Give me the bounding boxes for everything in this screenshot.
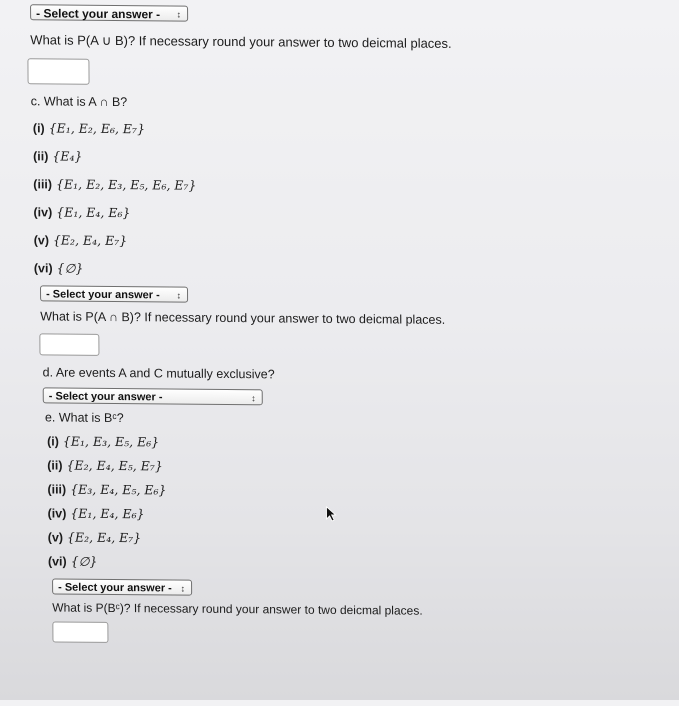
up-down-chevron-icon: ↕ [176,9,182,20]
option-row [48,505,145,521]
option-label: (ii) [33,149,49,164]
option-label: (iii) [33,177,53,192]
select-label: - Select your answer - [48,390,163,404]
option-set: {E₃, E₄, E₅, E₆} [70,481,167,498]
option-set: {E₂, E₄, E₇} [52,232,128,249]
prob-union-question: What is P(A ∪ B)? If necessary round your answer to two deicmal places. [30,32,452,51]
select-label: - Select your answer - [58,581,172,595]
option-row [33,120,145,136]
option-set: {∅} [70,553,98,569]
option-set: {E₁, E₄, E₆} [56,204,131,221]
option-label: (vi) [33,261,53,276]
prob-complement-input[interactable] [52,621,108,642]
option-set: {E₂, E₄, E₅, E₇} [66,457,163,474]
option-label: (ii) [47,458,63,473]
question-d-title: d. Are events A and C mutually exclusive? [42,365,275,382]
option-set: {E₄} [52,148,83,164]
option-row [48,529,142,545]
option-row [47,457,163,473]
option-row [34,232,128,248]
option-label: (v) [47,530,64,545]
option-set: {E₁, E₄, E₆} [70,505,145,522]
select-answer-dropdown-top[interactable] [30,4,188,21]
option-label: (i) [47,434,59,449]
up-down-chevron-icon: ↕ [180,583,186,594]
option-label: (iv) [33,205,53,220]
option-row [33,148,82,163]
option-set: {E₁, E₂, E₃, E₅, E₆, E₇} [55,176,197,193]
prob-complement-question: What is P(Bᶜ)? If necessary round your answer to two deicmal places. [52,600,423,618]
option-label: (v) [33,233,50,248]
option-label: (i) [32,121,45,136]
question-e-title: e. What is Bᶜ? [44,410,124,426]
option-label: (vi) [47,554,67,569]
option-set: {E₁, E₂, E₆, E₇} [48,120,146,137]
prob-union-input[interactable] [27,58,89,85]
option-row [48,553,98,568]
option-label: (iii) [47,482,67,497]
option-set: {∅} [56,260,84,276]
mouse-pointer-icon [326,506,338,522]
select-label: - Select your answer - [46,288,160,302]
select-answer-dropdown-d[interactable] [43,387,263,405]
option-set: {E₂, E₄, E₇} [66,529,142,546]
prob-intersection-input[interactable] [39,333,99,356]
option-set: {E₁, E₃, E₅, E₆} [62,433,160,450]
option-row [34,260,84,275]
select-answer-dropdown-e[interactable] [52,578,192,595]
up-down-chevron-icon: ↕ [251,393,256,404]
select-answer-dropdown-c[interactable] [40,285,188,302]
option-row [47,481,166,497]
option-row [47,433,159,449]
option-row [33,176,196,192]
option-label: (iv) [47,506,67,521]
question-c-title: c. What is A ∩ B? [30,94,128,110]
prob-intersection-question: What is P(A ∩ B)? If necessary round your answer to two deicmal places. [40,309,446,327]
option-row [33,204,130,220]
select-label: - Select your answer - [36,6,161,22]
up-down-chevron-icon: ↕ [176,290,182,301]
